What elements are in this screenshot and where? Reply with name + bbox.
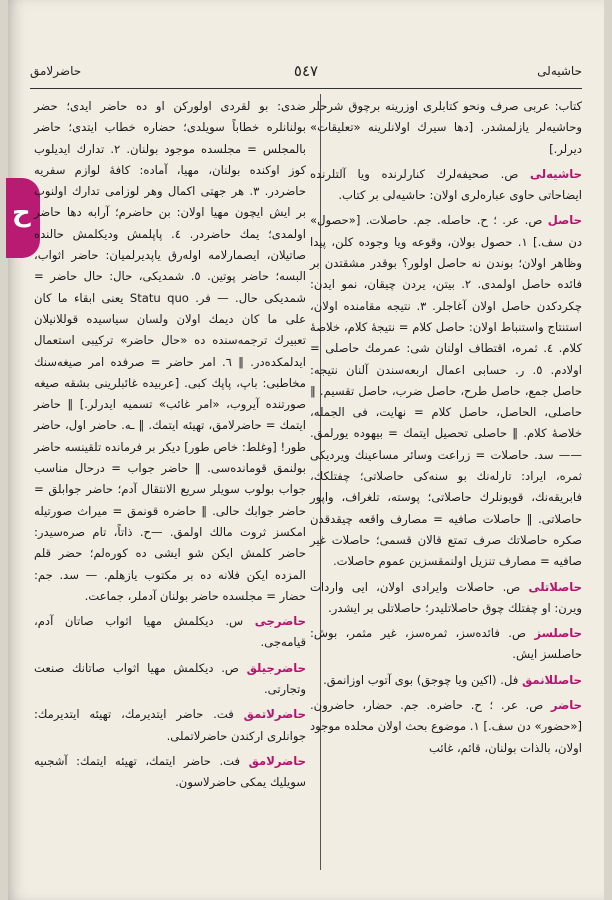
entry-definition: ص. ديكلمش مهيا اثواب صاتانك صنعت وتجارتى. <box>34 660 306 697</box>
entry-definition: ضدى: بو لقردى اولوركن او ده حاضر ايدى؛ حضر بولنانلره خطاباً سويلدى؛ حضاره خطاب ايتدى؛ حاضر بالمجلس = مجلسده موجود بولنان. ٢. تدارك ايديلوب كوز اوكنده بولنان، مهيا، آماده: كافۀ لوازم سفريه حاضردر. ٣. هر جهتى اكمال وهر لوزامى تدارك اولنوب بر ايش ايچون مهيا اولان: بن حاضرم؛ آرابه دها حاضر اولمدى؛ يمك حاضردر. ٤. پاپلمش وديكلمش حالنده صاتيلان، ايصمارلامه اولەرق ياپديرلميان: حاضر اثواب، البسه؛ حاضر پوتين. ٥. شمديكى، حال: حال حاضر = شمديكى حال. — فر. Statu quo يعنى ابقاء ما كان على ما كان ديمك اولان ولسان سياسيده قوللانيلان تعبيرك ترجمەسنده ده «حال حاضر» تركيبى استعمال ايدلمكدەدر. ‖ ٦. امر حاضر = صرفده امر صيغەسنك مخاطبى: باپ، پاپك كبى. [عربيده غائبلرينى بشقه صيغه صورتنده آيروب، «امر غائب» تسميه ايدرلر.] ‖ حاضر ايتمك = حاضرلامق، تهيئه ايتمك. ‖ ـه. حاضر اول، حاضر طور! [وغلط: خاص طور] ديكر بر فرمانده تلقينسه حاضر بولنمق قوماندەسى. ‖ حاضر جواب = درحال مناسب جواب بولوب سويلر سريع الانتقال آدم؛ حاضر جوابلق = حاضر جوابك حالى. ‖ حاضره قونمق = ميراث صورتيله امكسز ثروت مالك اولمق. —ح. ذاتاً، تام صرەسيدر: حاضر كلمش ايكن شو ايشى ده كورەلم؛ حضر قلم المزده ايكن فلانه ده بر مكتوب يازهلم. — سد. جم: حضار = مجلسده حاضر بولنان آدملر، جماعت. <box>34 99 306 603</box>
entry-headword: حاضرلاتمق <box>243 707 307 722</box>
entry-definition: ص. حاصلات وايرادى اولان، ايى واردات ويرن: او چفتلك چوق حاصلاتليدر؛ حاصلاتلى بر ايشدر. <box>310 579 582 615</box>
entry-definition: كتاب: عربى صرف ونحو كتابلرى اوزرينه برچوق شرحلر وحاشيەلر يازلمشدر. [دها سيرك اولانلرينه «تعليقات» ديرلر.] <box>310 99 582 156</box>
dictionary-entry <box>34 751 306 794</box>
dictionary-entry <box>310 577 582 620</box>
header-right-keyword: حاشيەلى <box>537 64 582 78</box>
dictionary-entry <box>310 210 582 572</box>
entry-headword: حاصللانمق <box>521 672 582 687</box>
entry-headword: حاشيەلى <box>530 166 582 181</box>
entry-definition: س. ديكلمش مهيا اثواب صاتان آدم، قيامەجى. <box>34 614 306 650</box>
dictionary-entry <box>310 695 582 759</box>
dictionary-entry <box>34 704 306 747</box>
entry-definition: فت. حاضر ايتديرمك، تهيئه ايتديرمك: جوانلرى اركندن حاضرلاتملى. <box>34 707 306 743</box>
dictionary-entry <box>310 670 582 691</box>
entry-headword: حاصلاتلى <box>528 579 582 594</box>
entry-definition: ص. عر. ؛ ح. حاصله. جم. حاصلات. [«حصول» دن سف.] ١. حصول بولان، وقوعه ويا وجوده كلن، پيدا وظاهر اولان؛ بوندن نه حاصل اولور؟ بوقدر مشقتدن بر فائده حاصل اولمدى. ٢. بيتن، يردن چيقان، نمو ايدن: چكردكدن حاصل اولان آغاجلر. ٣. نتيجه مقامنده اولان، استنتاج واستنباط اولان: حاصل كلام = نتيجۀ كلام، خلاصۀ كلام. ٤. ثمره، اقتطاف اولنان شى: عمرمك حاصلى = اولادم. ٥. ر. حسابى اعمال اربعەسندن آلنان نتيجه: حاصل جمع، حاصل طرح، حاصل ضرب، حاصل تقسيم. ‖ حاصلى، الحاصل، حاصل كلام = نهايت، فى الجمله، خلاصۀ كلام. ‖ حاصلى تحصيل ايتمك = بيهوده يورلمق. —— سد. حاصلات = زراعت وسائر مساعينك ويرديكى ثمره، ايراد: تارلەنك بو سنەكى حاصلاتى؛ چفتلكك، فابريقەنك، قويونلرك حاصلاتى؛ پوسته، تلغراف، واپور حاصلاتى. ‖ حاصلات صافيه = مصارف واقعه چيقدقدن صكره حاصلاتك صرف تمتع قالان قسمى؛ حاصلات غير صافيه = مصارف تنزيل اولنمقسزين عموم حاصلات. <box>310 213 582 569</box>
entry-headword: حاضرجيلق <box>246 660 307 675</box>
header-left-keyword: حاضرلامق <box>30 64 82 78</box>
dictionary-entry <box>34 658 306 701</box>
dictionary-entry <box>34 611 306 654</box>
dictionary-page <box>8 0 604 900</box>
entry-definition: ص. عر. ؛ ح. حاضره. جم. حضار، حاضرون. [«حضور» دن سف.] ١. موضوع بحث اولان محلده موجود اولان، بالذات بولنان، قائم، غائب <box>310 698 582 755</box>
entry-headword: حاصل <box>547 213 582 228</box>
entry-headword: حاضر <box>550 698 582 713</box>
page-header <box>30 60 582 86</box>
entry-definition: فت. حاضر ايتمك، تهيئه ايتمك: آشجىيه سويليك يمكى حاضرلاسون. <box>34 753 306 790</box>
entry-definition: فل. (اكين ويا چوجق) بوى آتوب اوزانمق. <box>323 672 519 687</box>
entry-headword: حاصلسز <box>534 626 583 641</box>
entry-headword: حاضرلامق <box>248 753 306 768</box>
dictionary-entry <box>310 623 582 666</box>
dictionary-entry <box>310 96 582 160</box>
entry-headword: حاضرجى <box>254 614 306 629</box>
section-tab-letter: ح <box>12 198 31 228</box>
left-column <box>34 96 306 798</box>
header-rule <box>30 88 582 89</box>
entry-definition: ص. صحيفەلرك كنارلرنده ويا آلتلرنده ايضاحاتى حاوى عبارەلرى اولان: حاشيەلى بر كتاب. <box>310 166 582 203</box>
dictionary-entry <box>34 96 306 607</box>
right-column <box>310 96 582 763</box>
page-number: ٥٤٧ <box>293 62 319 80</box>
entry-definition: ص. فائدەسز، ثمرەسز، غير مثمر، بوش: حاصلسز ايش. <box>310 626 582 662</box>
dictionary-entry <box>310 164 582 207</box>
